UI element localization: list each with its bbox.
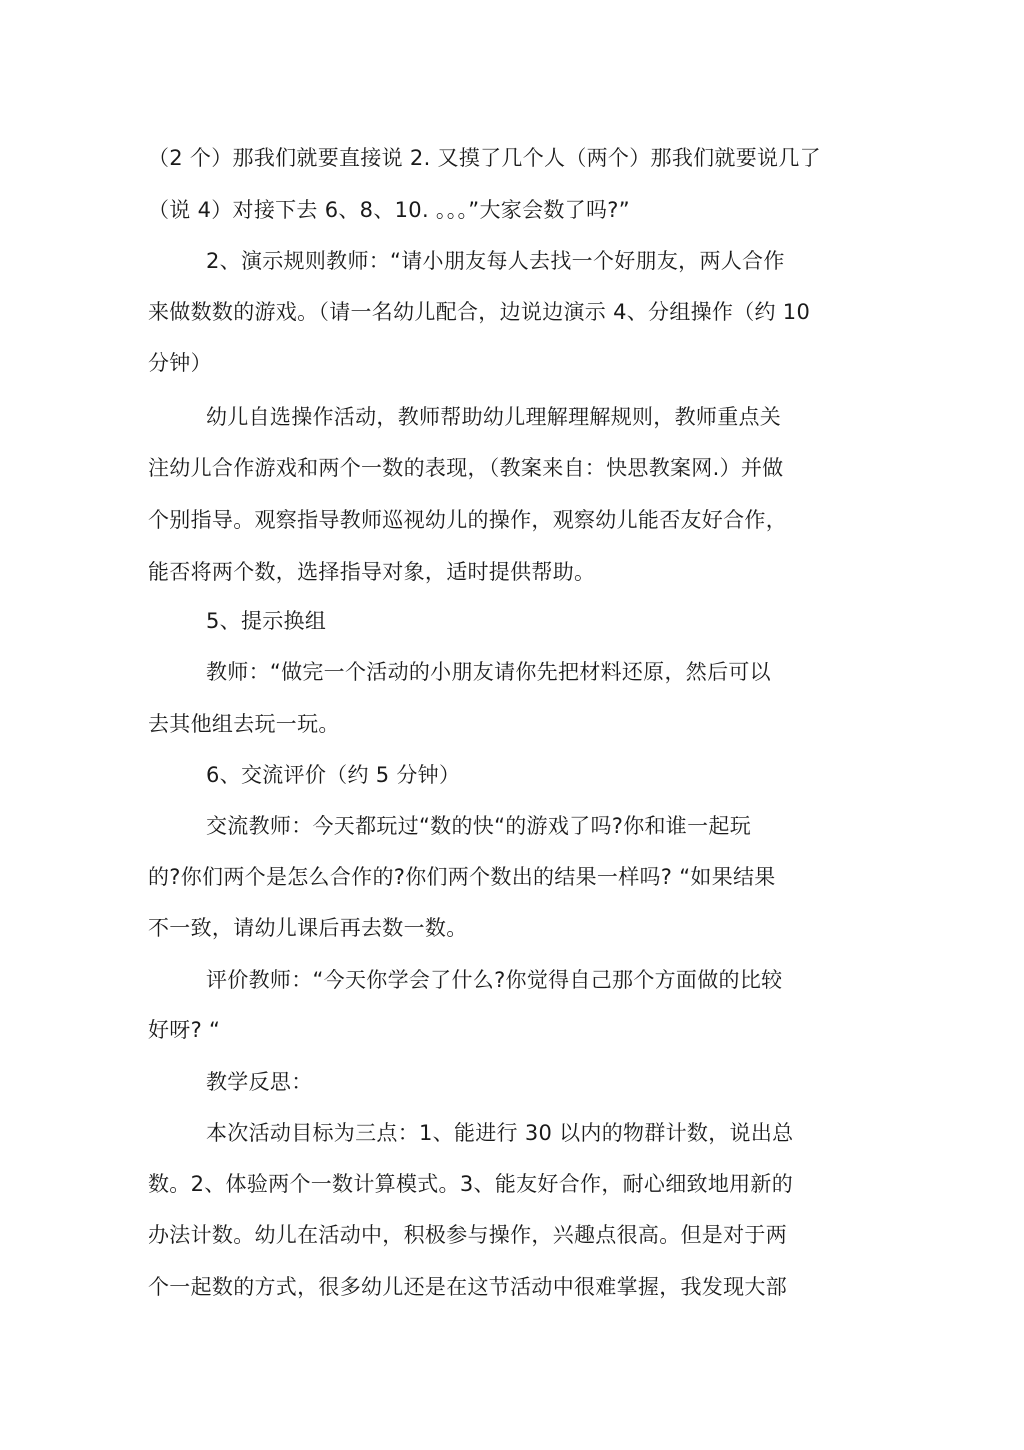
text-line: 评价教师：“今天你学会了什么?你觉得自己那个方面做的比较 — [206, 968, 783, 992]
text-line: 交流教师：今天都玩过“数的快“的游戏了吗?你和谁一起玩 — [206, 814, 752, 838]
text-line: 教师：“做完一个活动的小朋友请你先把材料还原，然后可以 — [206, 660, 771, 684]
text-line: （说 4）对接下去 6、8、10. 。。。”大家会数了吗?” — [148, 198, 630, 222]
text-line: 5、提示换组 — [206, 609, 327, 633]
text-line: 的?你们两个是怎么合作的?你们两个数出的结果一样吗? “如果结果 — [148, 865, 776, 889]
text-line: 数。2、体验两个一数计算模式。3、能友好合作，耐心细致地用新的 — [148, 1172, 794, 1196]
text-line: 注幼儿合作游戏和两个一数的表现，（教案来自：快思教案网.）并做 — [148, 456, 784, 480]
text-line: 能否将两个数，选择指导对象，适时提供帮助。 — [148, 560, 596, 584]
text-line: 幼儿自选操作活动，教师帮助幼儿理解理解规则，教师重点关 — [206, 405, 782, 429]
text-line: 去其他组去玩一玩。 — [148, 712, 340, 736]
text-line: 办法计数。幼儿在活动中，积极参与操作，兴趣点很高。但是对于两 — [148, 1223, 787, 1247]
text-line: 来做数数的游戏。（请一名幼儿配合，边说边演示 4、分组操作（约 10 — [148, 300, 811, 324]
text-line: 分钟） — [148, 351, 212, 375]
text-line: 本次活动目标为三点：1、能进行 30 以内的物群计数，说出总 — [206, 1121, 794, 1145]
text-line: 个一起数的方式，很多幼儿还是在这节活动中很难掌握，我发现大部 — [148, 1275, 787, 1299]
text-line: 2、演示规则教师：“请小朋友每人去找一个好朋友，两人合作 — [206, 249, 785, 273]
text-line: 教学反思： — [206, 1070, 313, 1094]
text-line: 不一致，请幼儿课后再去数一数。 — [148, 916, 468, 940]
text-line: 好呀? “ — [148, 1018, 221, 1042]
text-line: 6、交流评价（约 5 分钟） — [206, 763, 461, 787]
text-line: 个别指导。观察指导教师巡视幼儿的操作，观察幼儿能否友好合作， — [148, 508, 787, 532]
text-line: （2 个）那我们就要直接说 2. 又摸了几个人（两个）那我们就要说几了 — [148, 146, 821, 170]
